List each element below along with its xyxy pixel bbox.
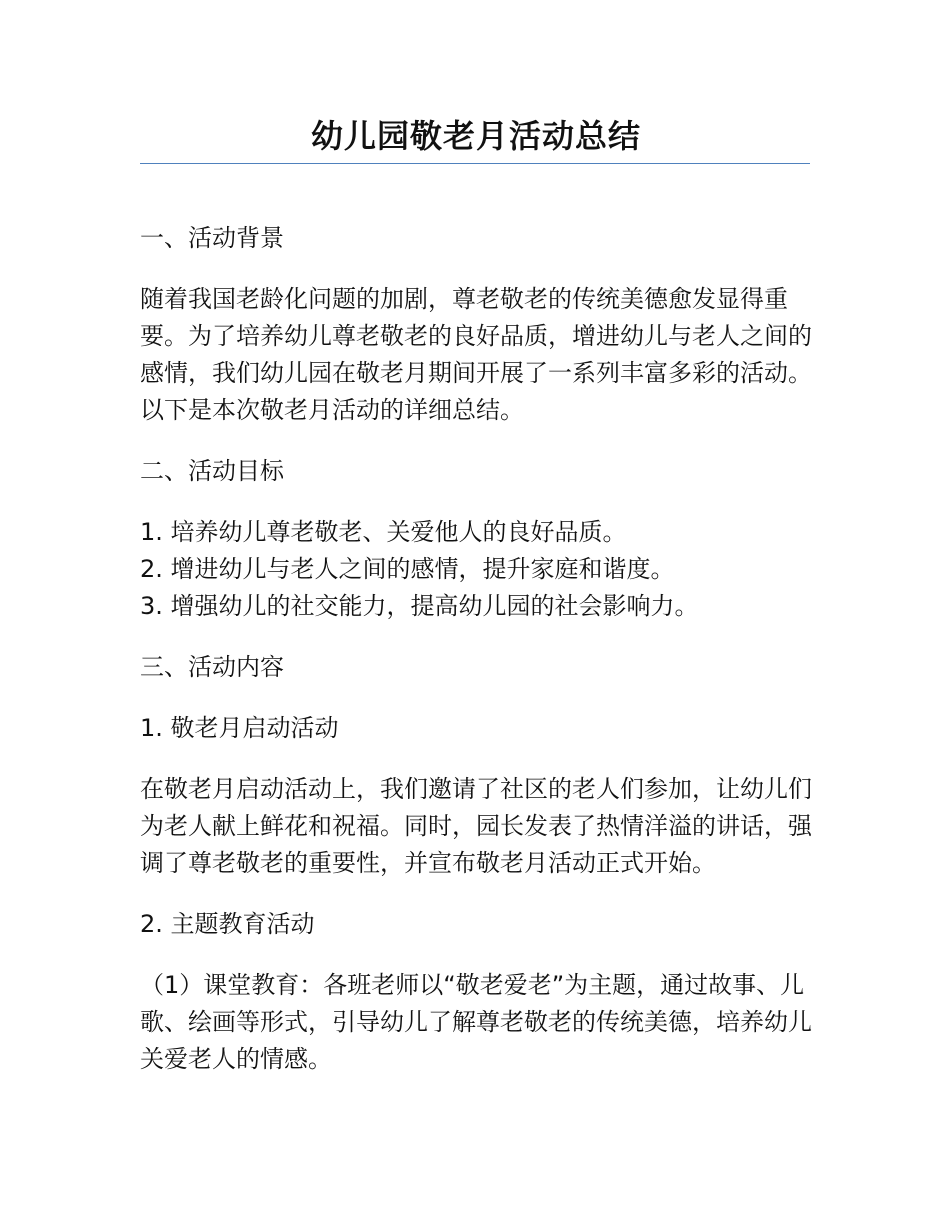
document-body xyxy=(140,220,812,1102)
document-page xyxy=(140,0,812,1230)
theme-paragraph: （1）课堂教育：各班老师以“敬老爱老”为主题，通过故事、儿歌、绘画等形式，引导幼儿了解尊老敬老的传统美德，培养幼儿关爱老人的情感。 xyxy=(140,971,812,1073)
goal-item-3: 3. 增强幼儿的社交能力，提高幼儿园的社会影响力。 xyxy=(140,592,699,620)
section-heading-background: 一、活动背景 xyxy=(140,224,284,252)
goal-item-1: 1. 培养幼儿尊老敬老、关爱他人的良好品质。 xyxy=(140,518,627,546)
subheading-theme: 2. 主题教育活动 xyxy=(140,910,315,938)
launch-paragraph: 在敬老月启动活动上，我们邀请了社区的老人们参加，让幼儿们为老人献上鲜花和祝福。同时，园长发表了热情洋溢的讲话，强调了尊老敬老的重要性，并宣布敬老月活动正式开始。 xyxy=(140,775,812,877)
title-underline xyxy=(140,163,810,164)
background-paragraph: 随着我国老龄化问题的加剧，尊老敬老的传统美德愈发显得重要。为了培养幼儿尊老敬老的良好品质，增进幼儿与老人之间的感情，我们幼儿园在敬老月期间开展了一系列丰富多彩的活动。以下是本次敬老月活动的详细总结。 xyxy=(140,285,812,424)
document-title: 幼儿园敬老月活动总结 xyxy=(310,117,641,155)
goal-item-2: 2. 增进幼儿与老人之间的感情，提升家庭和谐度。 xyxy=(140,555,675,583)
subheading-launch: 1. 敬老月启动活动 xyxy=(140,714,339,742)
goals-list xyxy=(140,514,812,625)
section-heading-content: 三、活动内容 xyxy=(140,653,284,681)
section-heading-goals: 二、活动目标 xyxy=(140,457,284,485)
